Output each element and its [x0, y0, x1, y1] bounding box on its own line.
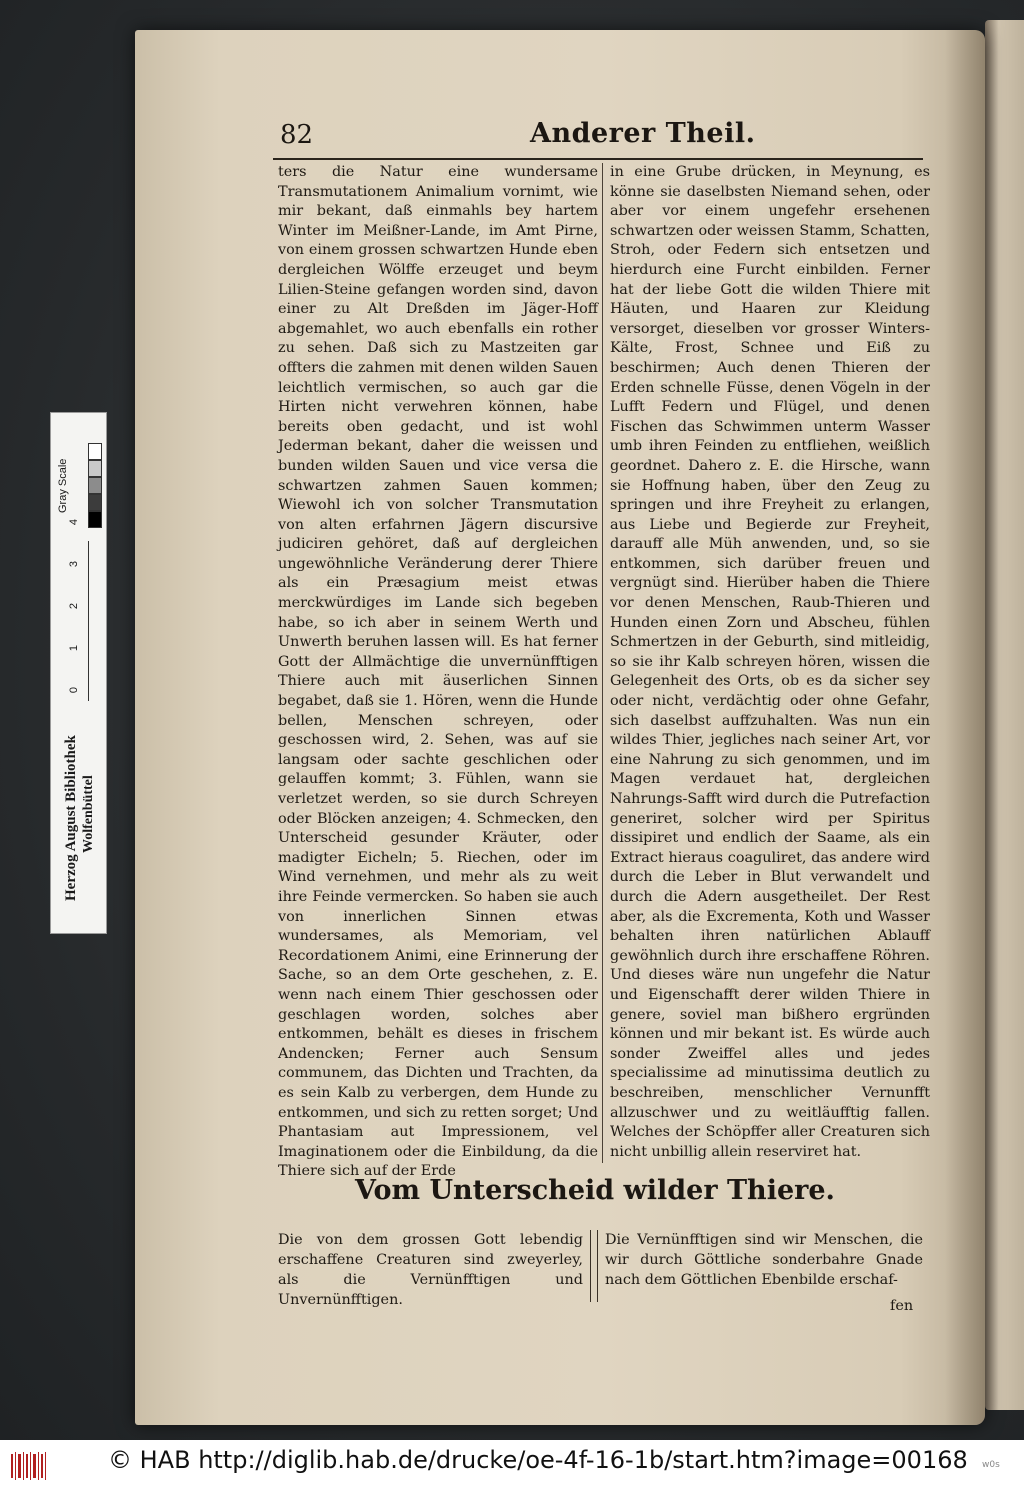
barcode-icon — [10, 1450, 48, 1482]
adjacent-page-edge — [985, 20, 1024, 1410]
ruler-number: 0 — [68, 686, 81, 694]
text-column-right — [610, 163, 930, 1163]
ruler-number: 2 — [68, 602, 81, 610]
page-number: 82 — [280, 120, 314, 150]
gray-patch — [88, 460, 102, 477]
column-paragraph: in eine Grube drücken, in Meynung, es könne sie daselbsten Niemand sehen, oder aber vor einem ungefehr ersehenen schwartzen oder weissen Stamm, Schatten, Stroh, oder Federn sich entsetzen und hierdurch eine Furcht einbilden. Ferner hat der liebe Gott die wilden Thiere mit Häuten, und Haaren zur Kleidung versorget, dieselben vor grosser Winters-Kälte, Frost, Schnee und Eiß zu beschirmen; Auch denen Thieren der Erden schnelle Füsse, denen Vögeln in der Lufft Federn und Flügel, und denen Fischen das Schwimmen unterm Wasser umb ihren Feinden zu entfliehen, weißlich geordnet. Dahero z. E. die Hirsche, wann sie Hoffnung haben, über den Zeug zu springen und ihre Freyheit zu erlangen, aus Liebe und Begierde zur Freyheit, darauff alle Müh anwenden, und, so sie entkommen, sich darüber freuen und vergnügt sind. Hierüber haben die Thiere vor denen Menschen, Raub-Thieren und Hunden einen Zorn und Abscheu, fühlen Schmertzen in der Geburth, sind mitleidig, so sie ihr Kalb schreyen hören, wissen die Gelegenheit des Orts, ob es da sicher sey oder nicht, verdächtig oder ohne Gefahr, sich daselbst auffzuhalten. Was nun ein wildes Thier, jegliches nach seiner Art, vor eine Nahrung zu sich genommen, und im Magen verdauet hat, dergleichen Nahrungs-Safft wird durch die Putrefaction generiret, solcher wird per Spiritus dissipiret und endlich der Saame, als ein Extract hieraus coaguliret, das andere wird durch die Leber in Blut verwandelt und durch die Adern ausgetheilet. Der Rest aber, als die Excrementa, Koth und Wasser behalten ihren natürlichen Ablauff gewöhnlich durch ihre erschaffene Röhren. Und dieses wäre nun ungefehr die Natur und Eigenschafft derer wilden Thiere in genere, soviel man bißhero ergründen können und mir bekant ist. Es würde auch sonder Zweiffel alles und jedes specialissime ad minutissima deutlich zu beschreiben, menschlicher Vernunfft allzuschwer und zu weitläufftig fallen. Welches der Schöpffer aller Creaturen sich nicht unbillig allein reserviret hat. — [610, 164, 930, 1160]
copyright-url: © HAB http://diglib.hab.de/drucke/oe-4f-16-1b/start.htm?image=00168 — [108, 1446, 968, 1474]
text-column-left — [278, 163, 598, 1180]
library-name: Herzog August Bibliothek — [63, 735, 79, 901]
gray-scale-title: Gray Scale — [57, 458, 69, 513]
ruler-numbers — [68, 508, 87, 698]
ruler-number: 1 — [68, 644, 81, 652]
intro-text-right: Die Vernünfftigen sind wir Menschen, die wir durch Göttliche sonderbahre Gnade nach dem Göttlichen Ebenbilde erschaf- — [605, 1232, 923, 1288]
column-divider — [602, 163, 603, 1163]
intro-column-divider — [590, 1230, 598, 1302]
ruler-line — [88, 541, 89, 701]
ruler-number: 4 — [68, 518, 81, 526]
gray-patches — [88, 443, 102, 533]
gray-patch — [88, 494, 102, 511]
gray-scale-card — [50, 412, 107, 934]
running-head: Anderer Theil. — [530, 118, 756, 149]
gray-patch — [88, 511, 102, 528]
gray-patch — [88, 443, 102, 460]
book-page — [135, 30, 985, 1425]
gutter-shadow — [945, 30, 985, 1425]
ruler-number: 3 — [68, 560, 81, 568]
library-city: Wolfenbüttel — [81, 775, 96, 853]
section-heading: Vom Unterscheid wilder Thiere. — [355, 1175, 835, 1206]
header-rule — [273, 158, 923, 160]
intro-text-left: Die von dem grossen Gott lebendig erschaffene Creaturen sind zweyerley, als die Vernünfftigen und Unvernünfftigen. — [278, 1232, 583, 1308]
column-paragraph: ters die Natur eine wundersame Transmutationem Animalium vornimt, wie mir bekant, daß einmahls bey hartem Winter im Meißner-Lande, im Amt Pirne, von einem grossen schwartzen Hunde eben dergleichen Wölffe erzeuget und beym Lilien-Steine gefangen worden sind, davon einer zu Alt Dreßden im Jäger-Hoff abgemahlet, wo auch ebenfalls ein rother zu sehen. Daß sich zu Mastzeiten gar offters die zahmen mit denen wilden Sauen leichtlich vermischen, so auch gar die Hirten nicht verwehren können, habe bereits oben gedacht, und ist wohl Jederman bekant, daher die weissen und bunden wilden Sauen und vice versa die schwartzen zahmen Sauen kommen; Wiewohl ich von solcher Transmutation von alten erfahrnen Jägern discursive judiciren gehöret, daß auf dergleichen ungewöhnliche Veränderung derer Thiere als ein Præsagium meist etwas merckwürdiges im Lande sich begeben habe, so ich aber in seinem Werth und Unwerth beruhen lassen will. Es hat ferner Gott der Allmächtige die unvernünfftigen Thiere auch mit äuserlichen Sinnen begabet, daß sie 1. Hören, wenn die Hunde bellen, Menschen schreyen, oder geschossen wird, 2. Sehen, was auf sie langsam oder sachte geschlichen oder gelauffen kommt; 3. Fühlen, wann sie verletzet werden, so sie durch Schreyen oder Blöcken anzeigen; 4. Schmecken, den Unterscheid gesunder Kräuter, oder madigter Eicheln; 5. Riechen, oder im Wind vernehmen, und mehr als zu weit ihre Feinde vermercken. So haben sie auch von innerlichen Sinnen etwas wundersames, als Memoriam, vel Recordationem Animi, eine Erinnerung der Sache, so an dem Orte geschehen, z. E. wenn nach einem Thier geschossen oder geschlagen worden, solches aber entkommen, behält es dieses in frischem Andencken; Ferner auch Sensum communem, das Dichten und Trachten, da es sein Kalb zu verbergen, dem Hunde zu entkommen, und sich zu retten sorget; Und Phantasiam aut Impressionem, vel Imaginationem oder die Einbildung, da die Thiere sich auf der Erde — [278, 164, 598, 1180]
catchword: fen — [890, 1298, 914, 1314]
gray-patch — [88, 477, 102, 494]
footer-mark: w0s — [982, 1460, 1000, 1470]
